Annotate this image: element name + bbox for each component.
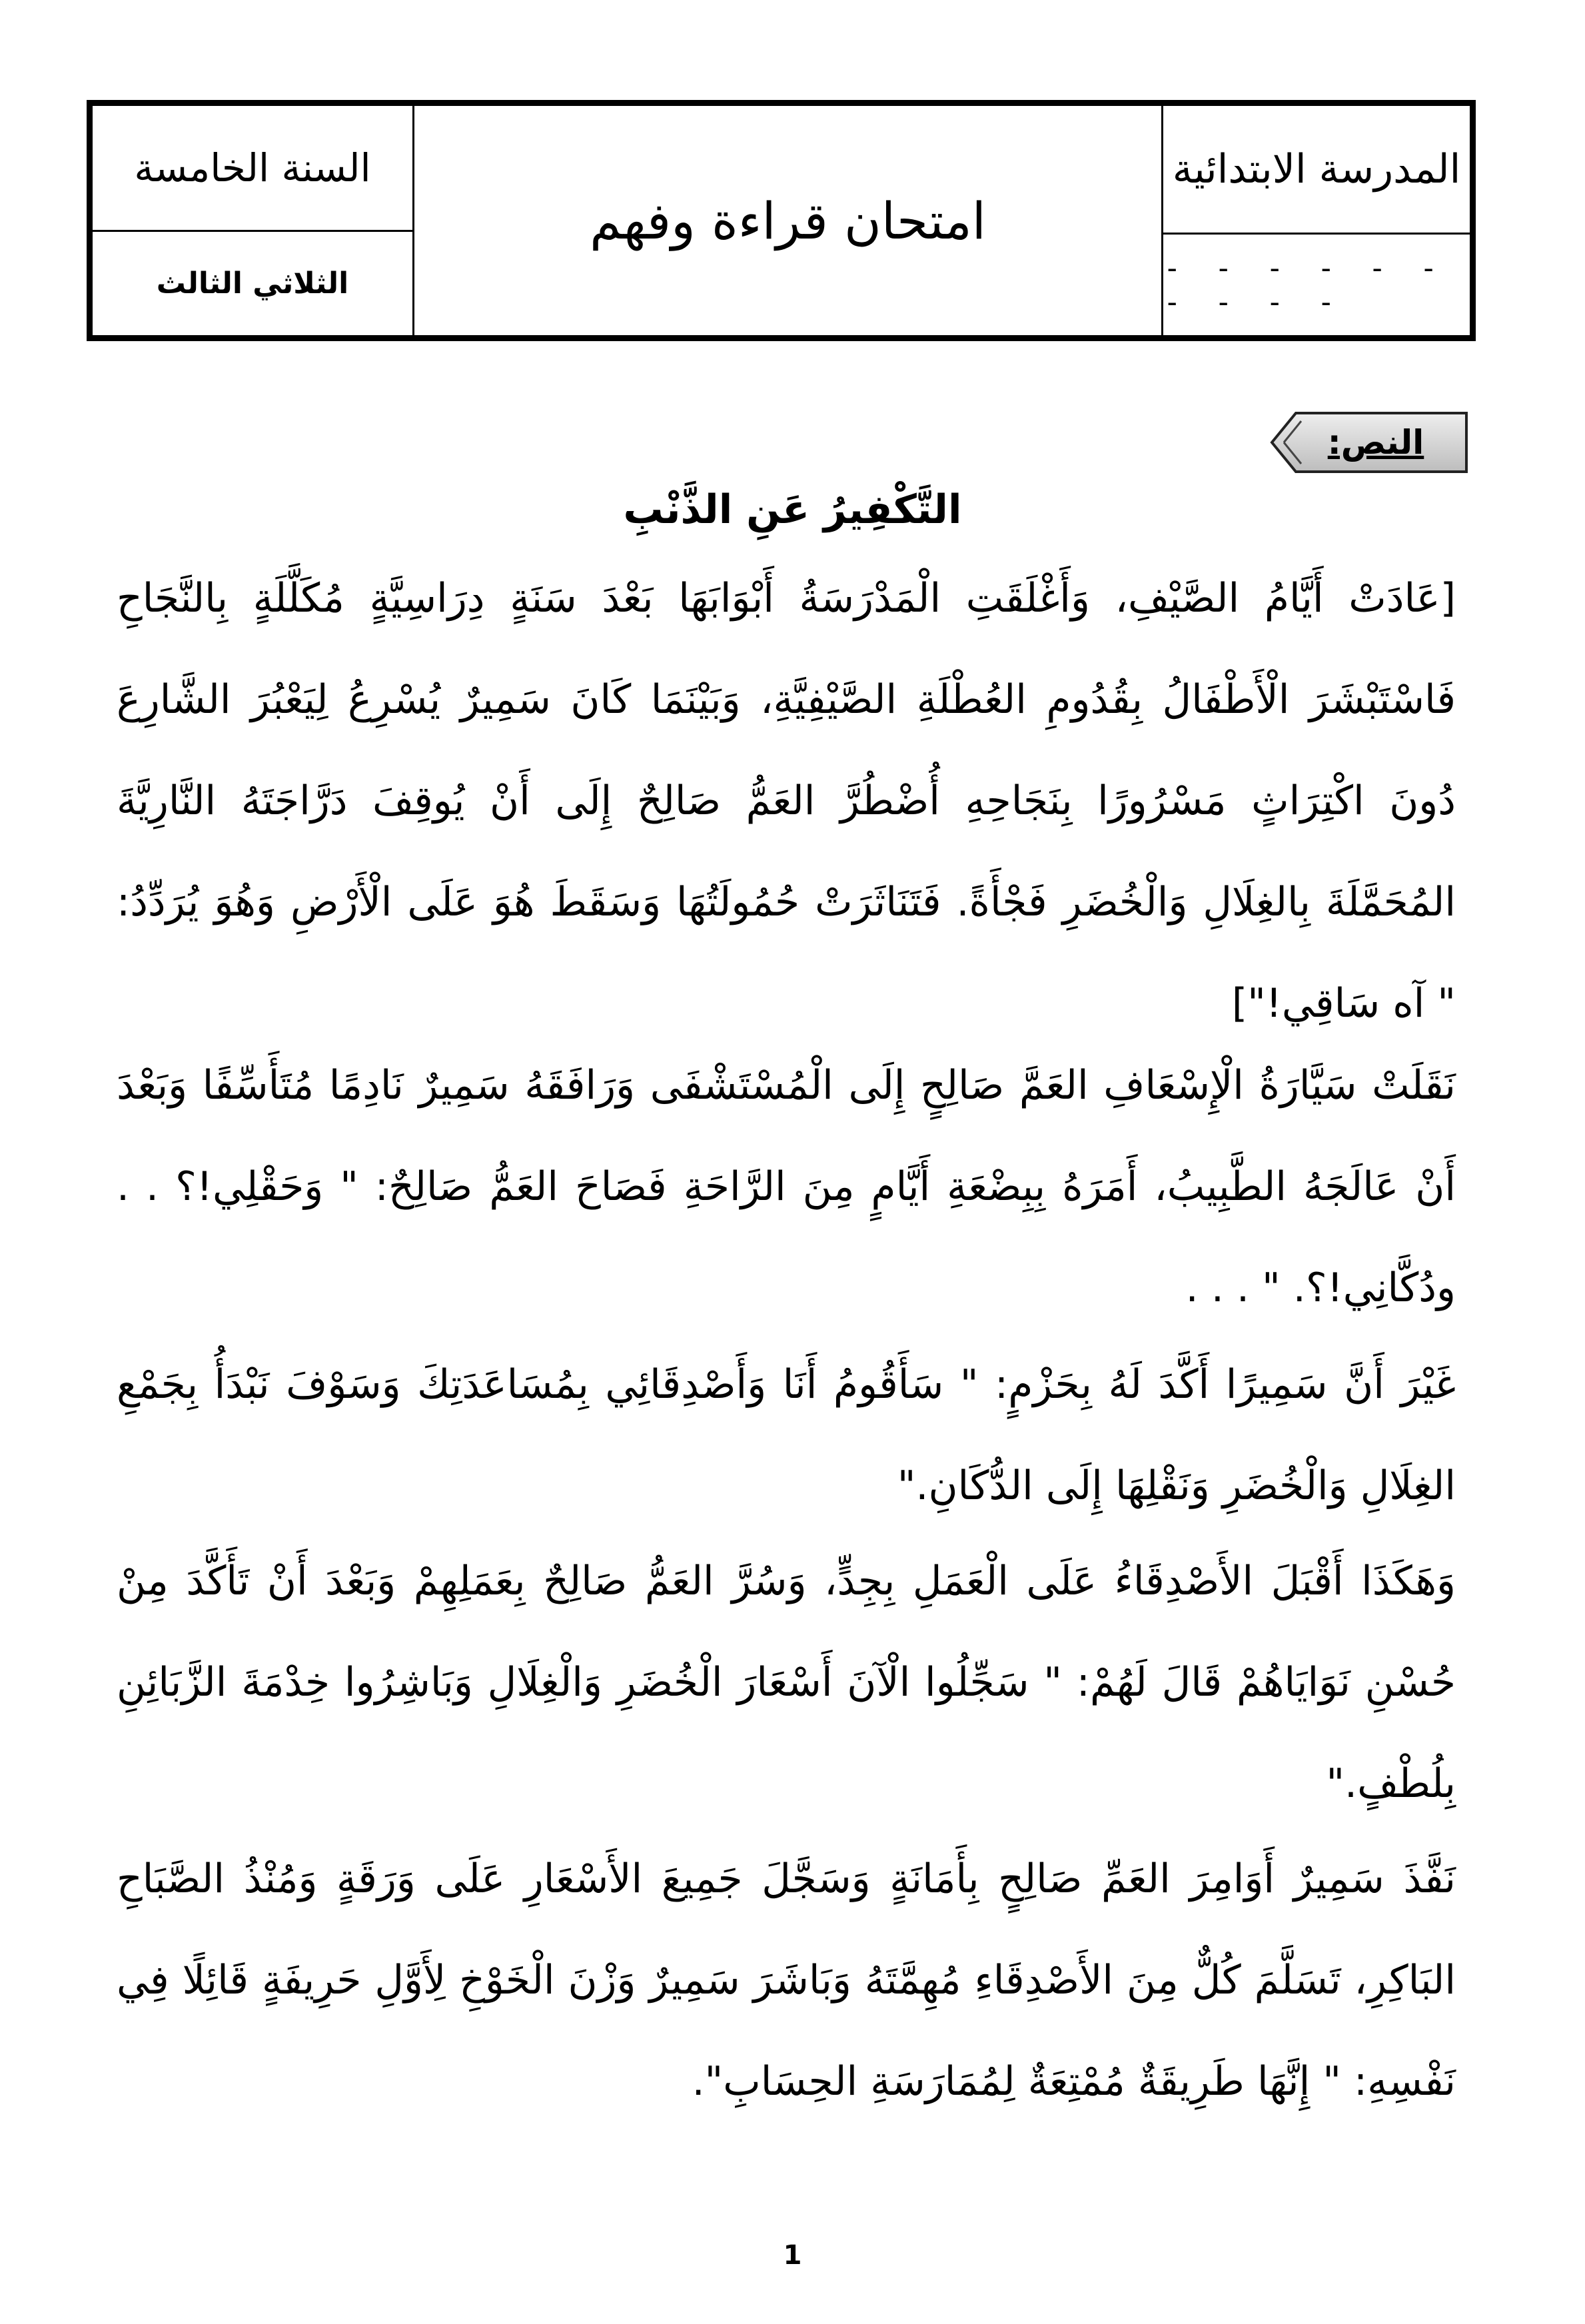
school-label: المدرسة الابتدائية <box>1163 106 1470 235</box>
section-tag <box>1269 408 1469 477</box>
paragraph-2: نَقَلَتْ سَيَّارَةُ الْإِسْعَافِ العَمَّ صَالِحٍ إِلَى الْمُسْتَشْفَى وَرَافَقَهُ سَمِيرٌ نَادِمًا مُتَأَسِّفًا وَبَعْدَ أَنْ عَالَجَهُ الطَّبِيبُ، أَمَرَهُ بِبِضْعَةِ أَيَّامٍ مِنَ الرَّاحَةِ فَصَاحَ العَمُّ صَالِحٌ: " وَحَقْلِي!؟ . . ودُكَّانِي!؟. " . . . <box>117 1062 1456 1311</box>
grade-label: السنة الخامسة <box>93 106 412 232</box>
page-number: 1 <box>783 2240 802 2271</box>
text-title: التَّكْفِيرُ عَنِ الذَّنْبِ <box>623 486 962 533</box>
paragraph-1: [عَادَتْ أَيَّامُ الصَّيْفِ، وَأَغْلَقَتِ الْمَدْرَسَةُ أَبْوَابَهَا بَعْدَ سَنَةٍ دِرَاسِيَّةٍ مُكَلَّلَةٍ بِالنَّجَاحِ فَاسْتَبْشَرَ الْأَطْفَالُ بِقُدُومِ العُطْلَةِ الصَّيْفِيَّةِ، وَبَيْنَمَا كَانَ سَمِيرٌ يُسْرِعُ لِيَعْبُرَ الشَّارِعَ دُونَ اكْتِرَاثٍ مَسْرُورًا بِنَجَاحِهِ أُضْطُرَّ العَمُّ صَالِحٌ إِلَى أَنْ يُوقِفَ دَرَّاجَتَهُ النَّارِيَّةَ المُحَمَّلَةَ بِالغِلَالِ وَالْخُضَرِ فَجْأَةً. فَتَنَاثَرَتْ حُمُولَتُهَا وَسَقَطَ هُوَ عَلَى الْأَرْضِ وَهُوَ يُرَدِّدُ: " آه سَاقِي!"] <box>117 575 1456 1027</box>
school-column <box>1161 106 1470 335</box>
paragraph-3: غَيْرَ أَنَّ سَمِيرًا أَكَّدَ لَهُ بِحَزْمٍ: " سَأَقُومُ أَنَا وَأَصْدِقَائِي بِمُسَاعَدَتِكَ وَسَوْفَ نَبْدَأُ بِجَمْعِ الغِلَالِ وَالْخُضَرِ وَنَقْلِهَا إِلَى الدُّكَانِ." <box>117 1361 1456 1509</box>
paragraph-5: نَفَّذَ سَمِيرٌ أَوَامِرَ العَمِّ صَالِحٍ بِأَمَانَةٍ وَسَجَّلَ جَمِيعَ الأَسْعَارِ عَلَى وَرَقَةٍ وَمُنْذُ الصَّبَاحِ البَاكِرِ، تَسَلَّمَ كُلٌّ مِنَ الأَصْدِقَاءِ مُهِمَّتَهُ وَبَاشَرَ سَمِيرٌ وَزْنَ الْخَوْخِ لِأَوَّلِ حَرِيفَةٍ قَائِلًا فِي نَفْسِهِ: " إِنَّهَا طَرِيقَةٌ مُمْتِعَةٌ لِمُمَارَسَةِ الحِسَابِ". <box>117 1856 1456 2105</box>
exam-header <box>87 100 1476 341</box>
exam-title: امتحان قراءة وفهم <box>590 191 986 251</box>
term-label: الثلاثي الثالث <box>156 267 349 300</box>
school-name-blank: - - - - - - - - - - <box>1163 251 1446 319</box>
section-label: النص: <box>1327 423 1424 462</box>
paragraph-4: وَهَكَذَا أَقْبَلَ الأَصْدِقَاءُ عَلَى الْعَمَلِ بِجِدٍّ، وَسُرَّ العَمُّ صَالِحٌ بِعَمَلِهِمْ وَبَعْدَ أَنْ تَأَكَّدَ مِنْ حُسْنِ نَوَايَاهُمْ قَالَ لَهُمْ: " سَجِّلُوا الْآنَ أَسْعَارَ الْخُضَرِ وَالْغِلَالِ وَبَاشِرُوا خِدْمَةَ الزَّبَائِنِ بِلُطْفٍ." <box>117 1558 1456 1807</box>
grade-term-column <box>93 106 414 335</box>
